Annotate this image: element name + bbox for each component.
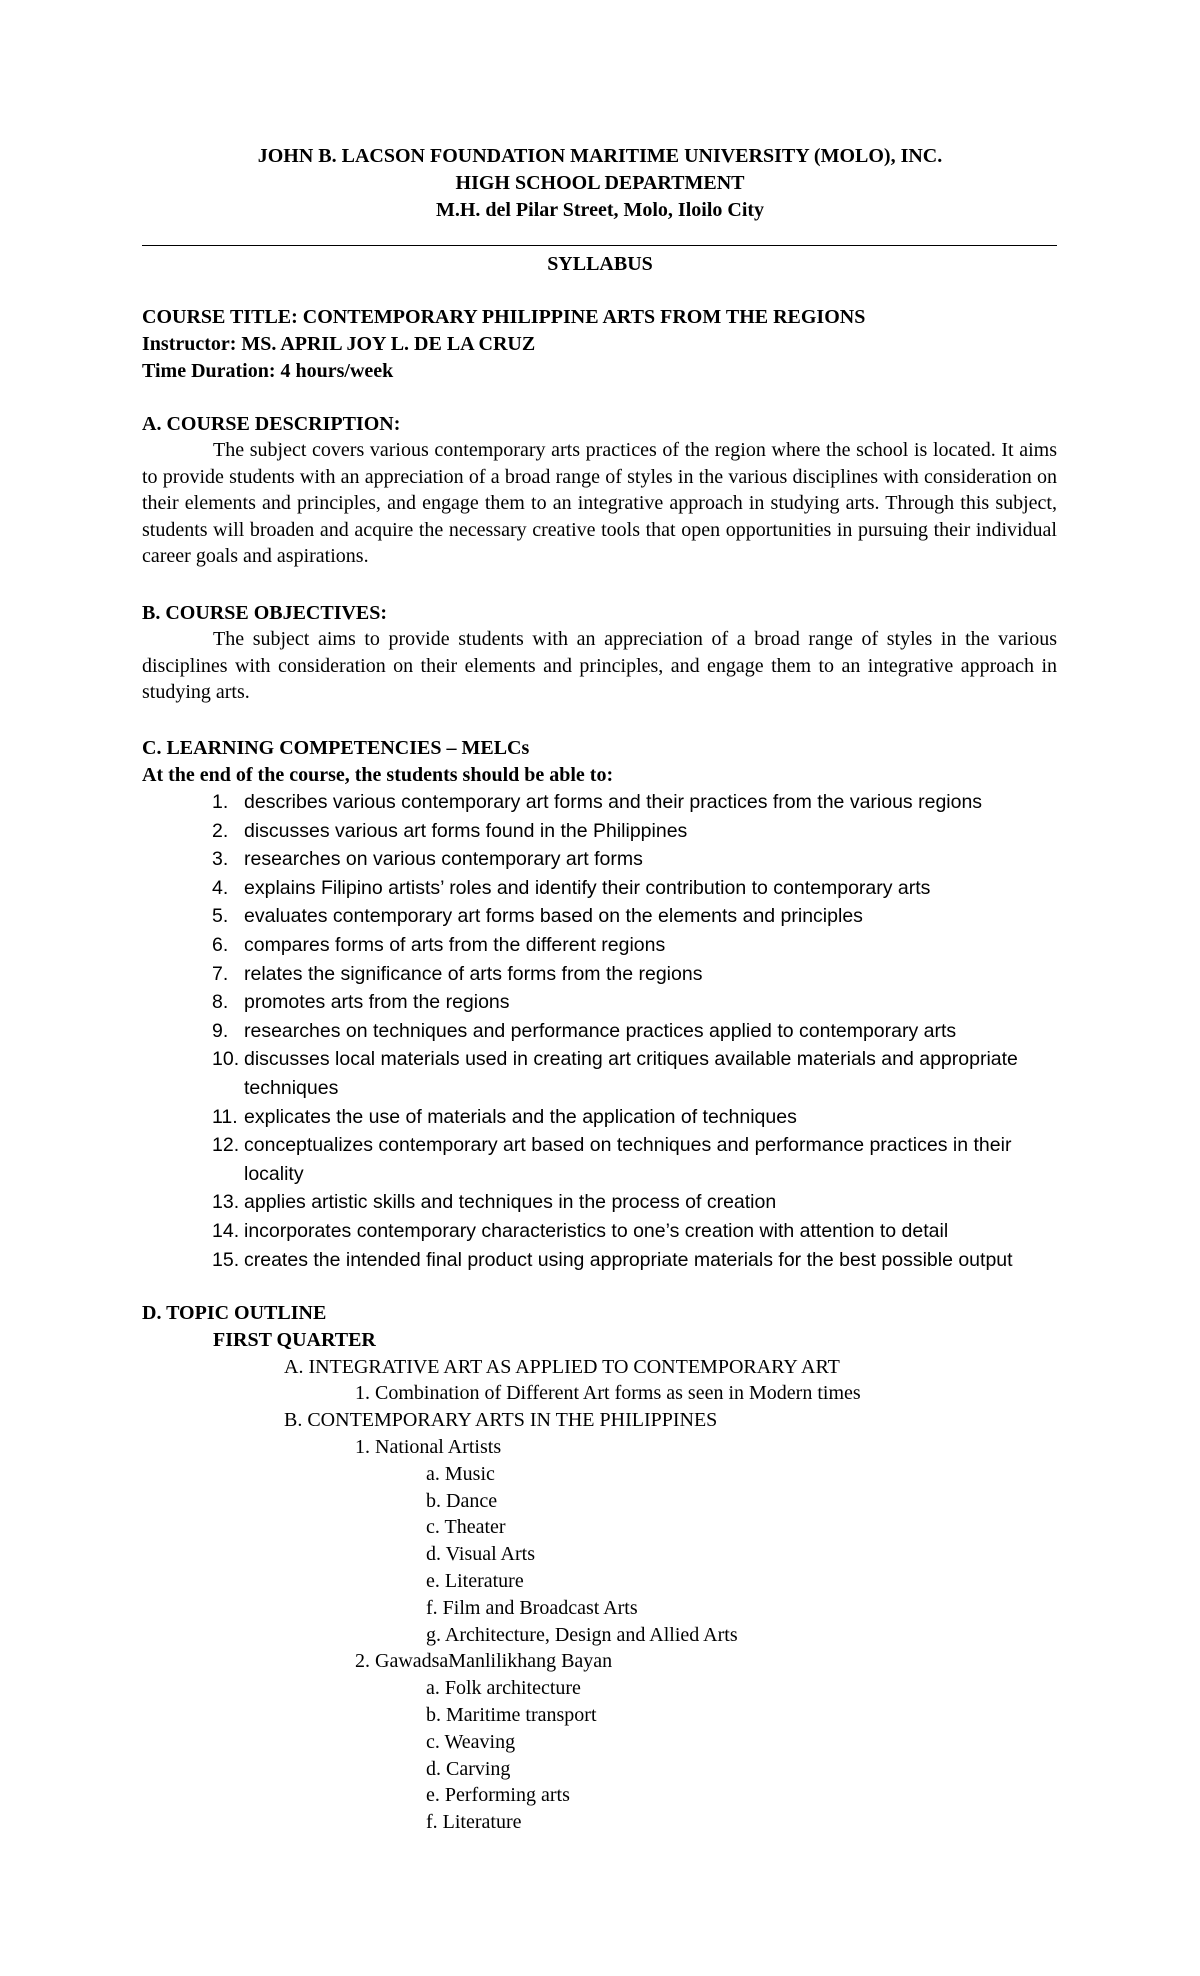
list-item: b. Dance [426,1489,498,1512]
competencies-heading: C. LEARNING COMPETENCIES – MELCs [142,737,530,759]
list-item [212,874,1062,903]
list-item [212,1103,1062,1132]
outline-section-b-item-2: 2. GawadsaManlilikhang Bayan [355,1650,613,1673]
list-item-text: applies artistic skills and techniques in the process of creation [244,1191,777,1214]
competencies-list [212,788,1062,1274]
outline-section-b: B. CONTEMPORARY ARTS IN THE PHILIPPINES [284,1409,718,1432]
course-objectives-heading: B. COURSE OBJECTIVES: [142,602,388,624]
list-item: f. Film and Broadcast Arts [426,1596,638,1619]
list-item [212,845,1062,874]
list-item: c. Weaving [426,1730,516,1753]
list-item: a. Music [426,1462,495,1485]
document-title: SYLLABUS [547,253,653,275]
list-item-number: 14. [212,1219,240,1242]
course-title: COURSE TITLE: CONTEMPORARY PHILIPPINE ARTS FROM THE REGIONS [142,306,866,328]
list-item-number: 9. [212,1019,229,1042]
list-item-number: 6. [212,933,229,956]
list-item-number: 2. [212,819,229,842]
school-name: JOHN B. LACSON FOUNDATION MARITIME UNIVERSITY (MOLO), INC. [257,145,943,167]
list-item-text: researches on techniques and performance practices applied to contemporary arts [244,1019,957,1042]
list-item [212,1188,1062,1217]
course-objectives-text [142,626,1057,706]
list-item [212,1246,1062,1275]
list-item-number: 15. [212,1248,240,1271]
list-item-number: 4. [212,876,229,899]
topic-outline-heading: D. TOPIC OUTLINE [142,1302,327,1324]
list-item: f. Literature [426,1811,522,1834]
list-item-text: promotes arts from the regions [244,991,510,1014]
course-description-heading: A. COURSE DESCRIPTION: [142,413,401,435]
list-item-text: describes various contemporary art forms and their practices from the various regions [244,791,983,813]
school-address: M.H. del Pilar Street, Molo, Iloilo City [435,199,765,221]
outline-section-b-item-1: 1. National Artists [355,1435,502,1458]
list-item: g. Architecture, Design and Allied Arts [426,1623,738,1646]
list-item: b. Maritime transport [426,1703,597,1726]
course-instructor: Instructor: MS. APRIL JOY L. DE LA CRUZ [142,333,536,355]
list-item [212,788,1062,817]
list-item-number: 7. [212,962,229,985]
list-item [212,931,1062,960]
list-item-number: 10. [212,1048,240,1071]
list-item-text: discusses various art forms found in the Philippines [244,819,688,842]
list-item-number: 3. [212,848,229,871]
list-item-text: researches on various contemporary art forms [244,848,643,871]
list-item: d. Visual Arts [426,1543,535,1566]
quarter-heading: FIRST QUARTER [213,1328,376,1351]
list-item-number: 13. [212,1191,240,1214]
list-item [212,1045,1062,1102]
list-item: c. Theater [426,1516,506,1539]
list-item-text: evaluates contemporary art forms based on the elements and principles [244,905,863,928]
header-divider [142,245,1057,246]
competencies-intro: At the end of the course, the students should be able to: [142,764,614,786]
topic-outline [142,1300,1042,1836]
list-item [212,902,1062,931]
list-item-text: incorporates contemporary characteristics to one’s creation with attention to detail [244,1219,949,1242]
list-item [212,817,1062,846]
list-item [212,988,1062,1017]
list-item: e. Performing arts [426,1784,570,1807]
list-item-text: explicates the use of materials and the application of techniques [244,1105,797,1128]
list-item-text: conceptualizes contemporary art based on techniques and performance practices in their locality [244,1134,1012,1185]
list-item-number: 12. [212,1134,240,1157]
list-item [212,1017,1062,1046]
list-item-number: 1. [212,791,229,813]
list-item [212,1217,1062,1246]
list-item: a. Folk architecture [426,1677,581,1700]
list-item-text: explains Filipino artists’ roles and identify their contribution to contemporary arts [244,876,931,899]
course-objectives-body: The subject aims to provide students with an appreciation of a broad range of styles in the various disciplines with consideration on their elements and principles, and engage them to an integrative approach in studying arts. [142,628,1057,703]
course-description-body: The subject covers various contemporary arts practices of the region where the school is located. It aims to provide students with an appreciation of a broad range of styles in the various disciplines with consideration on their elements and principles, and engage them to an integrative approach in studying arts. Through this subject, students will broaden and acquire the necessary creative tools that open opportunities in pursuing their individual career goals and aspirations. [142,439,1057,567]
list-item-text: creates the intended final product using appropriate materials for the best possible output [244,1248,1013,1271]
list-item-number: 8. [212,991,229,1014]
course-description-text [142,437,1057,570]
list-item-text: compares forms of arts from the different regions [244,933,666,956]
outline-section-a-item: 1. Combination of Different Art forms as seen in Modern times [355,1382,861,1405]
list-item-text: discusses local materials used in creating art critiques available materials and appropriate techniques [244,1048,1018,1099]
list-item-number: 11. [212,1105,238,1128]
outline-section-a: A. INTEGRATIVE ART AS APPLIED TO CONTEMPORARY ART [284,1355,840,1378]
department-name: HIGH SCHOOL DEPARTMENT [455,172,745,194]
list-item: d. Carving [426,1757,511,1780]
list-item: e. Literature [426,1569,524,1592]
list-item [212,960,1062,989]
list-item-text: relates the significance of arts forms from the regions [244,962,703,985]
list-item [212,1131,1062,1188]
list-item-number: 5. [212,905,229,928]
course-duration: Time Duration: 4 hours/week [142,360,394,382]
